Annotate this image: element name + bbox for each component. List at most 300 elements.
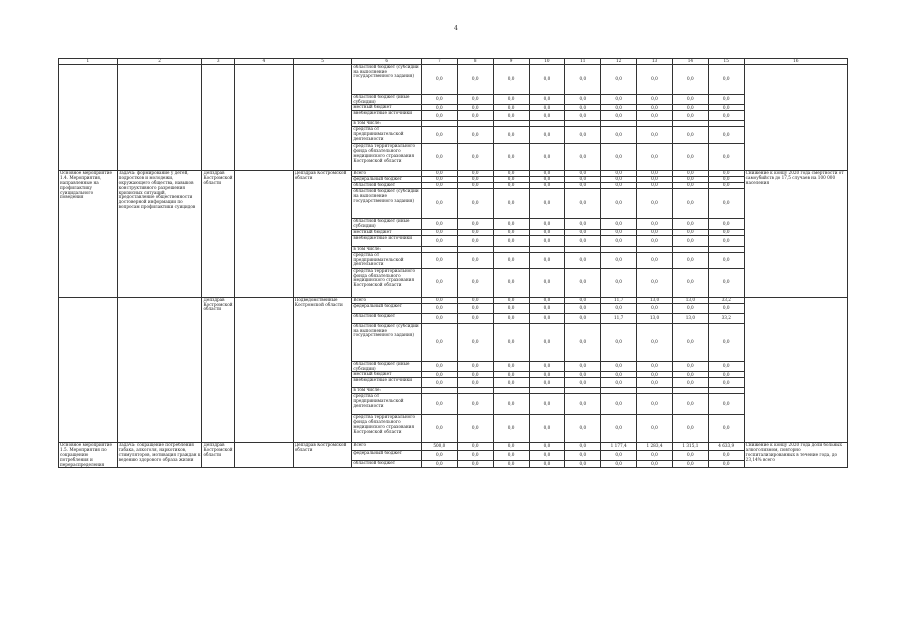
funding-source-label: в том числе: — [352, 388, 422, 394]
year-value: 0,0 — [457, 64, 493, 94]
year-value: 0,0 — [565, 443, 601, 451]
year-value: 4 633,9 — [708, 443, 744, 451]
year-value: 0,0 — [421, 460, 457, 468]
year-value: 0,0 — [565, 177, 601, 183]
year-value: 0,0 — [421, 361, 457, 372]
year-value: 0,0 — [672, 268, 708, 297]
year-value: 0,0 — [672, 450, 708, 460]
year-value: 0,0 — [708, 268, 744, 297]
funding-source-label: областной бюджет (субсидии на выполнение государственного задания) — [352, 323, 422, 361]
year-value: 0,0 — [457, 144, 493, 171]
year-value: 0,0 — [565, 144, 601, 171]
year-value: 0,0 — [565, 229, 601, 235]
year-value: 0,0 — [457, 171, 493, 177]
year-value: 0,0 — [601, 460, 637, 468]
funding-source-label: федеральный бюджет — [352, 303, 422, 313]
year-value: 0,0 — [493, 313, 529, 323]
column-number: 16 — [744, 59, 847, 65]
year-value: 0,0 — [708, 252, 744, 268]
year-value: 33,2 — [708, 313, 744, 323]
year-value: 0,0 — [637, 252, 673, 268]
column-number: 9 — [493, 59, 529, 65]
year-value: 0,0 — [457, 450, 493, 460]
year-value: 0,0 — [421, 144, 457, 171]
table-row — [59, 443, 848, 451]
year-value: 0,0 — [565, 127, 601, 144]
funding-source-label: областной бюджет — [352, 183, 422, 189]
year-value: 0,0 — [637, 144, 673, 171]
year-value: 0,0 — [457, 361, 493, 372]
year-value: 0,0 — [565, 183, 601, 189]
year-value: 0,0 — [637, 323, 673, 361]
column-number: 4 — [235, 59, 294, 65]
funding-source-label: средства от предпринимательской деятельности — [352, 252, 422, 268]
year-value: 0,0 — [493, 64, 529, 94]
year-value: 0,0 — [457, 378, 493, 388]
year-value: 0,0 — [421, 323, 457, 361]
year-value: 33,2 — [708, 297, 744, 303]
year-value: 0,0 — [493, 394, 529, 415]
column-number: 11 — [565, 59, 601, 65]
year-value: 0,0 — [637, 94, 673, 105]
year-value: 0,0 — [565, 394, 601, 415]
funding-source-label: областной бюджет (субсидии на выполнение государственного задания) — [352, 189, 422, 219]
year-value: 0,0 — [493, 443, 529, 451]
funding-source-label: внебюджетные источники — [352, 235, 422, 246]
year-value: 0,0 — [565, 111, 601, 121]
year-value: 0,0 — [601, 229, 637, 235]
year-value: 0,0 — [672, 252, 708, 268]
year-value: 0,0 — [565, 268, 601, 297]
year-value: 0,0 — [565, 297, 601, 303]
year-value: 0,0 — [421, 111, 457, 121]
year-value: 0,0 — [637, 105, 673, 111]
year-value: 0,0 — [708, 94, 744, 105]
year-value: 0,0 — [565, 460, 601, 468]
year-value: 0,0 — [457, 111, 493, 121]
year-value: 0,0 — [601, 372, 637, 378]
year-value: 0,0 — [421, 313, 457, 323]
year-value: 0,0 — [457, 313, 493, 323]
column-number: 2 — [117, 59, 202, 65]
funding-source-label: областной бюджет (иные субсидии) — [352, 219, 422, 230]
year-value: 1 177,4 — [601, 443, 637, 451]
year-value: 0,0 — [708, 372, 744, 378]
year-value: 0,0 — [601, 127, 637, 144]
year-value: 0,0 — [421, 229, 457, 235]
cell-col5 — [293, 64, 352, 170]
year-value: 0,0 — [637, 460, 673, 468]
year-value: 0,0 — [493, 450, 529, 460]
year-value: 0,0 — [529, 394, 565, 415]
measure-name: Основное мероприятие 1.5. Мероприятия по сокращению потребления и перераспределения — [59, 443, 118, 468]
year-value: 0,0 — [672, 177, 708, 183]
year-value: 0,0 — [637, 303, 673, 313]
year-value: 0,0 — [672, 372, 708, 378]
funding-source-label: областной бюджет — [352, 460, 422, 468]
year-value: 0,0 — [421, 394, 457, 415]
year-value: 0,0 — [601, 323, 637, 361]
year-value: 0,0 — [421, 235, 457, 246]
year-value: 0,0 — [529, 450, 565, 460]
year-value: 0,0 — [457, 235, 493, 246]
year-value: 0,0 — [529, 361, 565, 372]
year-value: 0,0 — [457, 415, 493, 443]
year-value: 0,0 — [529, 64, 565, 94]
cell-col4 — [235, 64, 294, 170]
year-value: 13,0 — [637, 297, 673, 303]
cell-col16 — [744, 64, 847, 170]
year-value: 0,0 — [421, 171, 457, 177]
column-number: 3 — [202, 59, 235, 65]
year-value: 0,0 — [493, 361, 529, 372]
year-value: 0,0 — [493, 177, 529, 183]
year-value: 0,0 — [601, 183, 637, 189]
measure-task: Задача: сокращение потребления табака, алкоголя, наркотиков, стимуляторов, мотивация граждан к ведению здорового образа жизни — [117, 443, 202, 468]
year-value: 0,0 — [708, 111, 744, 121]
column-number: 13 — [637, 59, 673, 65]
year-value: 0,0 — [493, 127, 529, 144]
year-value: 0,0 — [637, 235, 673, 246]
year-value: 0,0 — [529, 323, 565, 361]
funding-source-label: в том числе: — [352, 246, 422, 252]
column-number: 15 — [708, 59, 744, 65]
year-value: 0,0 — [565, 450, 601, 460]
year-value: 0,0 — [672, 183, 708, 189]
year-value: 0,0 — [672, 303, 708, 313]
funding-source-label: внебюджетные источники — [352, 378, 422, 388]
year-value: 0,0 — [529, 303, 565, 313]
year-value: 0,0 — [708, 378, 744, 388]
year-value: 0,0 — [529, 229, 565, 235]
year-value: 0,0 — [457, 460, 493, 468]
year-value: 0,0 — [708, 189, 744, 219]
funding-source-label: местный бюджет — [352, 229, 422, 235]
year-value: 0,0 — [708, 323, 744, 361]
year-value: 0,0 — [708, 183, 744, 189]
year-value: 0,0 — [493, 372, 529, 378]
funding-source-label: средства от предпринимательской деятельности — [352, 127, 422, 144]
year-value: 0,0 — [565, 323, 601, 361]
year-value: 0,0 — [493, 235, 529, 246]
year-value: 0,0 — [708, 144, 744, 171]
year-value: 0,0 — [421, 64, 457, 94]
funding-source-label: средства территориального фонда обязательного медицинского страхования Костромской области — [352, 268, 422, 297]
year-value: 0,0 — [457, 127, 493, 144]
measure-task: Задача: формирование у детей, подростков и молодежи, окружающего общества, навыков конструктивного разрешения кризисных ситуаций, предоставление общественности достоверной информации по вопросам профилактики суицидов — [117, 171, 202, 297]
year-value: 0,0 — [493, 189, 529, 219]
funding-source-label: областной бюджет (иные субсидии) — [352, 361, 422, 372]
year-value: 0,0 — [672, 323, 708, 361]
year-value: 0,0 — [457, 177, 493, 183]
year-value: 0,0 — [421, 252, 457, 268]
page-number: 4 — [454, 25, 458, 32]
year-value: 0,0 — [601, 361, 637, 372]
year-value: 0,0 — [637, 229, 673, 235]
year-value: 0,0 — [637, 378, 673, 388]
year-value: 0,0 — [493, 460, 529, 468]
year-value: 0,0 — [637, 372, 673, 378]
column-number: 10 — [529, 59, 565, 65]
year-value: 0,0 — [493, 171, 529, 177]
year-value: 0,0 — [672, 394, 708, 415]
year-value: 0,0 — [565, 105, 601, 111]
year-value: 0,0 — [529, 268, 565, 297]
responsible-executor: Депздрав Костромской области — [202, 443, 235, 468]
year-value: 0,0 — [708, 415, 744, 443]
funding-source-label: средства территориального фонда обязательного медицинского страхования Костромской области — [352, 144, 422, 171]
year-value: 0,0 — [708, 303, 744, 313]
cell-col4 — [235, 297, 294, 442]
year-value: 0,0 — [529, 127, 565, 144]
year-value: 13,0 — [672, 313, 708, 323]
year-value: 0,0 — [565, 235, 601, 246]
year-value: 0,0 — [565, 378, 601, 388]
year-value: 0,0 — [457, 297, 493, 303]
year-value: 0,0 — [421, 189, 457, 219]
year-value: 0,0 — [421, 94, 457, 105]
year-value: 0,0 — [457, 105, 493, 111]
responsible-executor: Депздрав Костромской области — [202, 171, 235, 297]
year-value: 0,0 — [637, 394, 673, 415]
year-value: 0,0 — [457, 443, 493, 451]
column-number: 7 — [421, 59, 457, 65]
funding-source-label: областной бюджет — [352, 313, 422, 323]
year-value: 0,0 — [637, 171, 673, 177]
year-value: 0,0 — [529, 189, 565, 219]
co-executor: Депздрав Костромской области — [293, 171, 352, 297]
year-value: 0,0 — [421, 303, 457, 313]
year-value: 0,0 — [457, 252, 493, 268]
year-value: 0,0 — [601, 378, 637, 388]
year-value: 13,0 — [672, 297, 708, 303]
year-value: 0,0 — [672, 127, 708, 144]
year-value: 0,0 — [565, 415, 601, 443]
year-value: 0,0 — [457, 372, 493, 378]
year-value: 0,0 — [672, 105, 708, 111]
year-value: 0,0 — [529, 252, 565, 268]
year-value: 0,0 — [457, 219, 493, 230]
year-value: 0,0 — [565, 361, 601, 372]
year-value: 0,0 — [529, 183, 565, 189]
year-value: 0,0 — [565, 372, 601, 378]
year-value: 0,0 — [421, 127, 457, 144]
year-value: 0,0 — [457, 394, 493, 415]
year-value: 0,0 — [493, 229, 529, 235]
year-value: 0,0 — [493, 252, 529, 268]
year-value: 0,0 — [672, 378, 708, 388]
year-value: 0,0 — [493, 303, 529, 313]
year-value: 0,0 — [672, 189, 708, 219]
year-value: 0,0 — [708, 219, 744, 230]
year-value: 0,0 — [529, 443, 565, 451]
funding-source-label: в том числе: — [352, 121, 422, 127]
year-value: 0,0 — [672, 144, 708, 171]
cell-col4 — [235, 443, 294, 468]
cell-col1 — [59, 64, 118, 170]
year-value: 0,0 — [529, 313, 565, 323]
year-value: 0,0 — [672, 460, 708, 468]
year-value: 0,0 — [457, 183, 493, 189]
year-value: 0,0 — [672, 229, 708, 235]
year-value: 0,0 — [637, 189, 673, 219]
year-value: 0,0 — [601, 105, 637, 111]
year-value: 0,0 — [565, 252, 601, 268]
year-value: 0,0 — [421, 372, 457, 378]
year-value: 0,0 — [601, 177, 637, 183]
year-value: 0,0 — [708, 105, 744, 111]
year-value: 0,0 — [708, 127, 744, 144]
year-value: 0,0 — [637, 177, 673, 183]
year-value: 0,0 — [529, 415, 565, 443]
year-value: 0,0 — [708, 64, 744, 94]
year-value: 0,0 — [421, 268, 457, 297]
year-value: 0,0 — [601, 219, 637, 230]
year-value: 0,0 — [457, 268, 493, 297]
year-value: 0,0 — [637, 127, 673, 144]
year-value: 0,0 — [601, 394, 637, 415]
year-value: 0,0 — [601, 171, 637, 177]
year-value: 0,0 — [601, 94, 637, 105]
year-value: 0,0 — [529, 219, 565, 230]
column-number: 6 — [352, 59, 422, 65]
year-value: 0,0 — [565, 94, 601, 105]
year-value: 0,0 — [708, 229, 744, 235]
year-value: 0,0 — [565, 303, 601, 313]
year-value: 13,0 — [637, 313, 673, 323]
funding-source-label: Всего — [352, 297, 422, 303]
year-value: 0,0 — [529, 372, 565, 378]
year-value: 0,0 — [421, 297, 457, 303]
year-value: 0,0 — [421, 415, 457, 443]
year-value: 0,0 — [672, 361, 708, 372]
year-value: 0,0 — [601, 268, 637, 297]
year-value: 0,0 — [637, 268, 673, 297]
year-value: 0,0 — [529, 144, 565, 171]
year-value: 0,0 — [421, 177, 457, 183]
funding-source-label: внебюджетные источники — [352, 111, 422, 121]
cell-col2 — [117, 64, 202, 170]
year-value: 0,0 — [421, 378, 457, 388]
year-value: 0,0 — [457, 303, 493, 313]
year-value: 0,0 — [708, 361, 744, 372]
table-row — [59, 64, 848, 94]
year-value: 0,0 — [672, 64, 708, 94]
year-value: 0,0 — [529, 94, 565, 105]
funding-source-label: областной бюджет (иные субсидии) — [352, 94, 422, 105]
year-value: 0,0 — [493, 378, 529, 388]
year-value: 0,0 — [672, 235, 708, 246]
year-value: 0,0 — [493, 268, 529, 297]
year-value: 0,0 — [421, 219, 457, 230]
year-value: 0,0 — [708, 394, 744, 415]
year-value: 0,0 — [672, 111, 708, 121]
budget-table — [58, 58, 848, 468]
funding-source-label: областной бюджет (субсидии на выполнение государственного задания) — [352, 64, 422, 94]
year-value: 11,7 — [601, 313, 637, 323]
expected-result: Снижение к концу 2020 года доли больных алкоголизмом, повторно госпитализированных в течение года, до 23,14% всего — [744, 443, 847, 468]
year-value: 0,0 — [708, 460, 744, 468]
year-value: 0,0 — [637, 361, 673, 372]
funding-source-label: федеральный бюджет — [352, 177, 422, 183]
cell-col3 — [202, 64, 235, 170]
funding-source-label: федеральный бюджет — [352, 450, 422, 460]
funding-source-label: Всего — [352, 443, 422, 451]
year-value: 0,0 — [637, 415, 673, 443]
funding-source-label: средства территориального фонда обязательного медицинского страхования Костромской области — [352, 415, 422, 443]
funding-source-label: местный бюджет — [352, 105, 422, 111]
year-value: 0,0 — [672, 94, 708, 105]
year-value: 0,0 — [637, 183, 673, 189]
year-value: 0,0 — [529, 171, 565, 177]
year-value: 0,0 — [708, 171, 744, 177]
year-value: 11,7 — [601, 297, 637, 303]
year-value: 0,0 — [529, 378, 565, 388]
column-number: 5 — [293, 59, 352, 65]
column-number: 1 — [59, 59, 118, 65]
year-value: 0,0 — [565, 313, 601, 323]
year-value: 0,0 — [637, 64, 673, 94]
funding-source-label: местный бюджет — [352, 372, 422, 378]
year-value: 0,0 — [529, 111, 565, 121]
year-value: 0,0 — [493, 111, 529, 121]
year-value: 0,0 — [529, 105, 565, 111]
year-value: 0,0 — [493, 94, 529, 105]
column-number: 14 — [672, 59, 708, 65]
year-value: 0,0 — [529, 235, 565, 246]
column-number: 8 — [457, 59, 493, 65]
measure-name: Основное мероприятие 1.4. Мероприятия, направленные на профилактику суицидального поведения — [59, 171, 118, 297]
year-value: 0,0 — [708, 235, 744, 246]
year-value: 0,0 — [421, 105, 457, 111]
year-value: 0,0 — [565, 219, 601, 230]
cell-col4 — [235, 171, 294, 297]
year-value: 0,0 — [529, 297, 565, 303]
year-value: 1 283,4 — [637, 443, 673, 451]
year-value: 0,0 — [421, 183, 457, 189]
year-value: 0,0 — [493, 183, 529, 189]
year-value: 0,0 — [637, 450, 673, 460]
year-value: 0,0 — [493, 219, 529, 230]
year-value: 0,0 — [601, 111, 637, 121]
cell-col16 — [744, 297, 847, 442]
year-value: 0,0 — [601, 189, 637, 219]
year-value: 0,0 — [672, 415, 708, 443]
year-value: 0,0 — [672, 171, 708, 177]
year-value: 0,0 — [637, 111, 673, 121]
responsible-executor: Депздрав Костромской области — [202, 297, 235, 442]
cell-col2 — [117, 297, 202, 442]
year-value: 0,0 — [601, 415, 637, 443]
year-value: 0,0 — [565, 171, 601, 177]
year-value: 0,0 — [601, 64, 637, 94]
expected-result: Снижение к концу 2020 года смертности от самоубийств до 17,5 случаев на 100 000 населения — [744, 171, 847, 297]
year-value: 0,0 — [708, 450, 744, 460]
year-value: 0,0 — [493, 105, 529, 111]
year-value: 0,0 — [672, 219, 708, 230]
year-value: 0,0 — [601, 144, 637, 171]
year-value: 0,0 — [457, 94, 493, 105]
year-value: 0,0 — [457, 323, 493, 361]
cell-col1 — [59, 297, 118, 442]
year-value: 0,0 — [708, 177, 744, 183]
year-value: 0,0 — [457, 229, 493, 235]
year-value: 1 315,1 — [672, 443, 708, 451]
year-value: 0,0 — [421, 450, 457, 460]
funding-source-label: Всего — [352, 171, 422, 177]
year-value: 0,0 — [601, 235, 637, 246]
year-value: 0,0 — [637, 219, 673, 230]
